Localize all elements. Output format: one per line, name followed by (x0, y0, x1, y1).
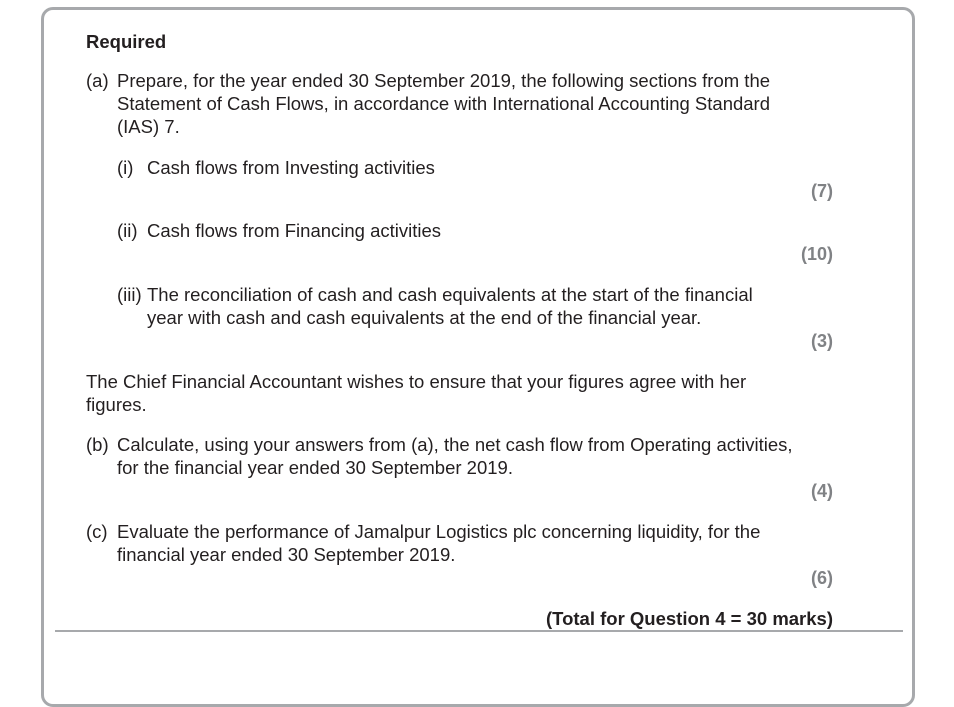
sub-item-iii-line-1: The reconciliation of cash and cash equivalents at the start of the financial (147, 284, 753, 305)
part-a-line-2: Statement of Cash Flows, in accordance with International Accounting Standard (117, 93, 771, 114)
sub-item-iii-label: (iii) (117, 284, 142, 305)
sub-item-ii-marks: (10) (800, 244, 833, 264)
question-total: (Total for Question 4 = 30 marks) (546, 608, 833, 629)
part-c-line-1: Evaluate the performance of Jamalpur Logistics plc concerning liquidity, for the (117, 521, 761, 542)
intro-b-line-2: figures. (86, 394, 147, 415)
sub-item-ii-text: Cash flows from Financing activities (147, 220, 442, 241)
required-heading: Required (86, 31, 167, 52)
intro-b-line-1: The Chief Financial Accountant wishes to ensure that your figures agree with her (86, 371, 747, 392)
divider-line (55, 630, 903, 632)
part-b-line-1: Calculate, using your answers from (a), the net cash flow from Operating activities, (117, 434, 793, 455)
sub-item-i-marks: (7) (811, 181, 833, 201)
part-c-line-2: financial year ended 30 September 2019. (117, 544, 456, 565)
part-a-line-3: (IAS) 7. (117, 116, 180, 137)
sub-item-i-text: Cash flows from Investing activities (147, 157, 435, 178)
part-a-label: (a) (86, 70, 109, 91)
sub-item-i-label: (i) (117, 157, 134, 178)
part-b-marks: (4) (811, 481, 833, 501)
part-c-marks: (6) (811, 568, 833, 588)
sub-item-iii-marks: (3) (811, 331, 833, 351)
sub-item-iii-line-2: year with cash and cash equivalents at the end of the financial year. (147, 307, 702, 328)
part-b-line-2: for the financial year ended 30 September 2019. (117, 457, 513, 478)
part-c-label: (c) (86, 521, 108, 542)
part-a-line-1: Prepare, for the year ended 30 September 2019, the following sections from the (117, 70, 771, 91)
part-b-label: (b) (86, 434, 109, 455)
sub-item-ii-label: (ii) (117, 220, 138, 241)
